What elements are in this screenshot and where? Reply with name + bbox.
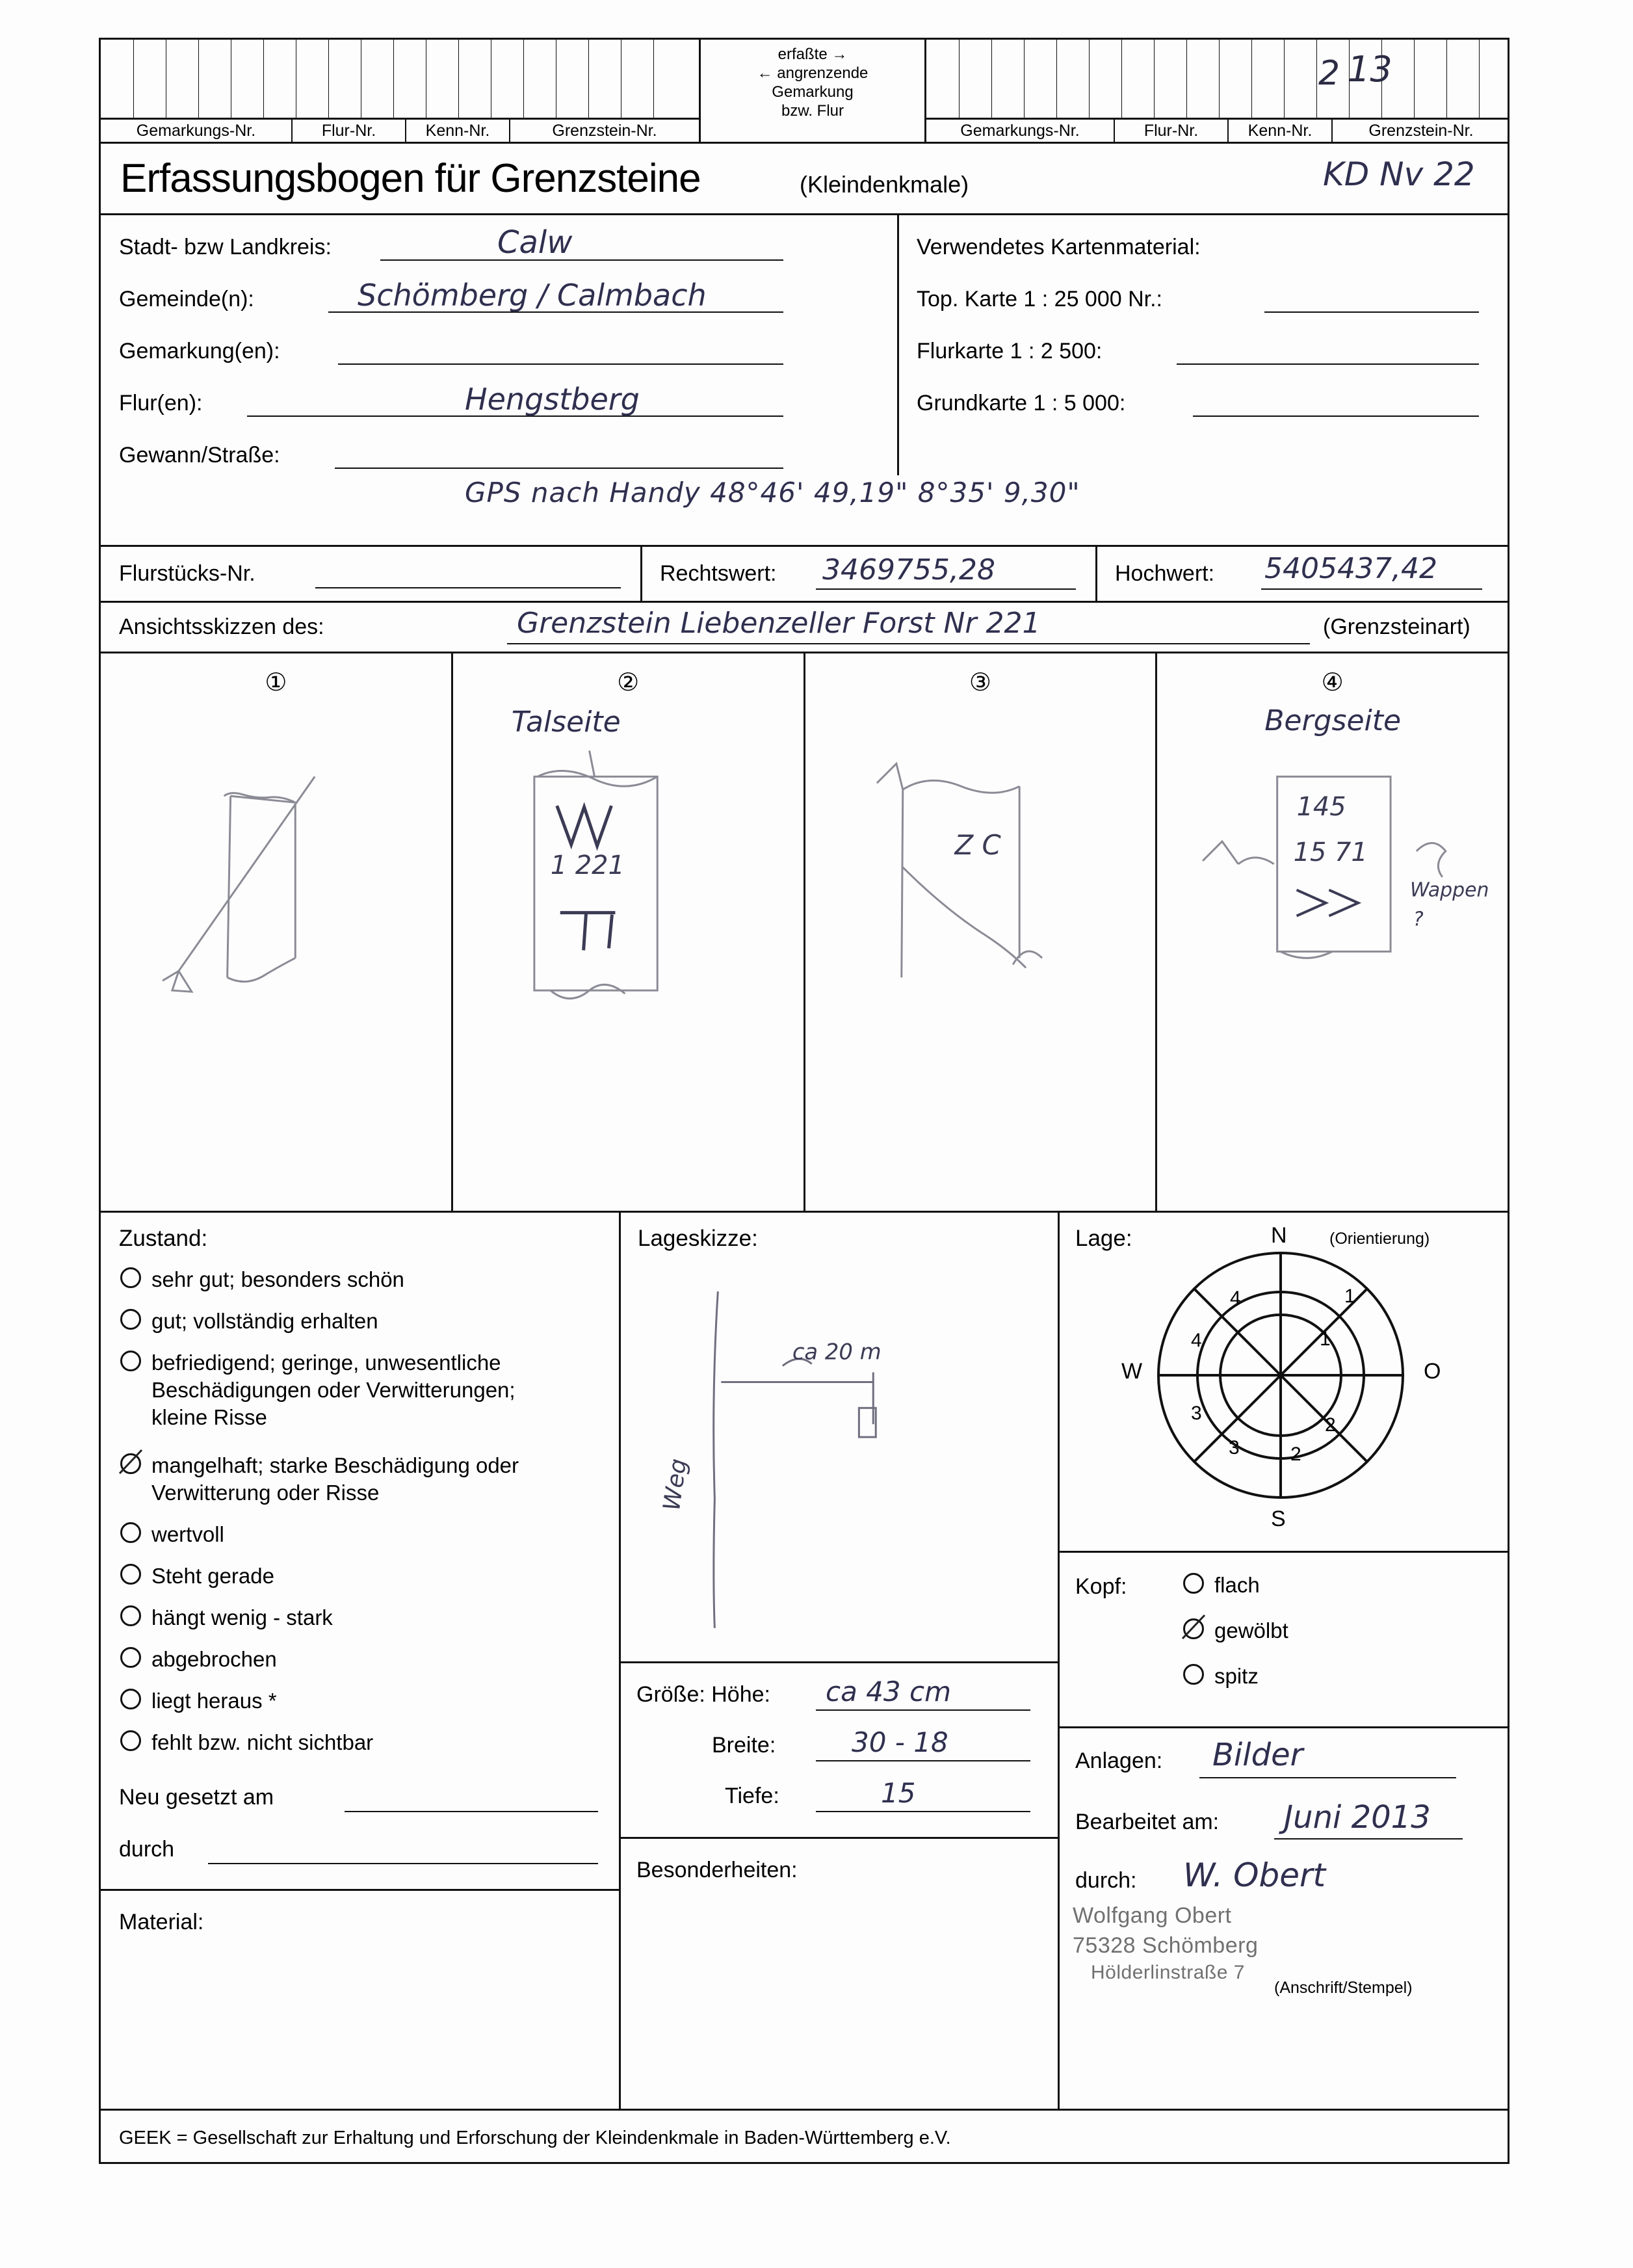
value-stadt-landkreis: Calw — [497, 224, 573, 261]
svg-text:Wappen: Wappen — [1410, 878, 1489, 902]
zustand-option-label: liegt heraus * — [151, 1689, 277, 1713]
label-kenn-nr-2: Kenn-Nr. — [1229, 120, 1333, 142]
label-flurkarte: Flurkarte 1 : 2 500: — [917, 339, 1103, 363]
radio-icon[interactable] — [120, 1267, 141, 1288]
label-kopf: Kopf: — [1075, 1574, 1127, 1599]
radio-icon[interactable] — [120, 1522, 141, 1543]
zustand-option-label: wertvoll — [151, 1522, 224, 1546]
value-rechtswert: 3469755,28 — [822, 553, 995, 587]
comb-mid-line1: erfaßte → — [777, 46, 848, 63]
value-ansichtsskizzen: Grenzstein Liebenzeller Forst Nr 221 — [517, 607, 1041, 640]
svg-text:?: ? — [1413, 908, 1424, 931]
label-kenn-nr: Kenn-Nr. — [406, 120, 510, 142]
handwritten-grenzstein-nr: 13 — [1348, 49, 1392, 90]
comb-middle-section — [699, 40, 926, 142]
label-groesse-hoehe: Größe: Höhe: — [636, 1682, 770, 1707]
label-grenzstein-nr: Grenzstein-Nr. — [552, 121, 657, 140]
title-row — [101, 144, 1508, 215]
radio-icon-checked[interactable] — [120, 1453, 141, 1474]
zustand-option-label: fehlt bzw. nicht sichtbar — [151, 1730, 374, 1754]
comb-right-labels — [926, 118, 1509, 142]
value-anlagen: Bilder — [1212, 1737, 1303, 1773]
label-gemarkung: Gemarkung(en): — [119, 339, 280, 363]
comb-mid-line3: Gemarkung — [772, 83, 854, 101]
comb-mid-line4: bzw. Flur — [781, 102, 844, 120]
label-flur-nr-2: Flur-Nr. — [1115, 120, 1229, 142]
radio-icon[interactable] — [120, 1351, 141, 1371]
label-gemarkungs-nr: Gemarkungs-Nr. — [101, 120, 293, 142]
comb-left-section — [101, 40, 699, 142]
label-bearbeitet-am: Bearbeitet am: — [1075, 1810, 1220, 1834]
stamp-line-1: Wolfgang Obert — [1073, 1903, 1232, 1928]
label-grenzstein-nr-2: Grenzstein-Nr. — [1368, 121, 1474, 140]
value-flur: Hengstberg — [465, 382, 640, 417]
compass-sector-2b: 2 — [1290, 1444, 1301, 1465]
comb-right-ticks — [926, 40, 1509, 118]
value-breite: 30 - 18 — [852, 1726, 948, 1758]
svg-text:1 221: 1 221 — [550, 850, 625, 880]
zustand-option-label: hängt wenig - stark — [151, 1605, 333, 1629]
comb-left-ticks — [101, 40, 699, 118]
label-gemeinde: Gemeinde(n): — [119, 287, 254, 311]
label-anlagen: Anlagen: — [1075, 1748, 1163, 1773]
label-lage: Lage: — [1075, 1226, 1132, 1251]
zustand-title: Zustand: — [119, 1226, 208, 1251]
zustand-option-label: sehr gut; besonders schön — [151, 1267, 404, 1291]
location-fields-block — [101, 215, 1508, 547]
vertical-divider — [897, 215, 899, 475]
label-besonderheiten: Besonderheiten: — [636, 1858, 798, 1882]
zustand-option-8[interactable] — [120, 1687, 277, 1715]
zustand-option-label: Steht gerade — [151, 1564, 274, 1588]
radio-icon[interactable] — [120, 1647, 141, 1668]
compass-label-north: N — [1271, 1223, 1287, 1248]
compass-label-south: S — [1271, 1507, 1286, 1531]
compass-sector-1a: 1 — [1344, 1286, 1355, 1307]
svg-text:Z C: Z C — [954, 828, 1001, 861]
label-flurstuecks-nr: Flurstücks-Nr. — [119, 561, 255, 586]
lage-column — [1060, 1213, 1509, 2109]
compass-sector-4b: 4 — [1230, 1287, 1241, 1309]
handwritten-kenn-nr: 2 — [1318, 54, 1340, 93]
sketch-box-3 — [805, 653, 1158, 1211]
sketch-drawing-3 — [805, 653, 1156, 1211]
sketch-drawing-1 — [101, 653, 451, 1211]
radio-icon[interactable] — [120, 1309, 141, 1330]
label-durch-bearbeiter: durch: — [1075, 1868, 1137, 1893]
sketch-drawing-2 — [453, 653, 803, 1211]
comb-mid-line2: ← angrenzende — [757, 64, 869, 82]
value-bearbeitet-am: Juni 2013 — [1284, 1799, 1431, 1836]
comb-right-section — [926, 40, 1509, 142]
lageskizze-measure-text: ca 20 m — [792, 1339, 882, 1365]
label-neu-gesetzt-am: Neu gesetzt am — [119, 1785, 274, 1810]
radio-icon[interactable] — [120, 1689, 141, 1709]
stamp-line-2: 75328 Schömberg — [1073, 1933, 1259, 1958]
label-kartenmaterial: Verwendetes Kartenmaterial: — [917, 235, 1201, 259]
label-durch: durch — [119, 1837, 175, 1862]
label-gewann-strasse: Gewann/Straße: — [119, 443, 280, 468]
label-hochwert: Hochwert: — [1115, 561, 1215, 586]
sketch-caption-2: Talseite — [511, 705, 621, 739]
lower-block — [101, 1213, 1508, 2109]
label-anschrift-stempel: (Anschrift/Stempel) — [1274, 1979, 1413, 1997]
compass-sector-2a: 2 — [1325, 1414, 1336, 1436]
kopf-option-label: flach — [1214, 1573, 1260, 1597]
zustand-option-9[interactable] — [120, 1729, 373, 1756]
zustand-option-7[interactable] — [120, 1646, 277, 1673]
zustand-option-label: abgebrochen — [151, 1647, 277, 1671]
zustand-option-label: befriedigend; geringe, unwesentliche Beschädigungen oder Verwitterungen; kleine Risse — [151, 1351, 516, 1429]
label-flur: Flur(en): — [119, 391, 203, 415]
compass-sector-3a: 3 — [1229, 1437, 1240, 1458]
ansichtsskizzen-row — [101, 603, 1508, 653]
zustand-option-label: gut; vollständig erhalten — [151, 1309, 378, 1333]
sketch-boxes — [101, 653, 1508, 1213]
form-frame — [99, 38, 1509, 2164]
sketch-number-4: ④ — [1321, 669, 1344, 696]
sketch-number-2: ② — [617, 669, 640, 696]
page-title-subtitle: (Kleindenkmale) — [800, 171, 969, 198]
label-flur-nr: Flur-Nr. — [293, 120, 406, 142]
kopf-option-label: gewölbt — [1214, 1618, 1288, 1642]
radio-icon[interactable] — [120, 1605, 141, 1626]
kopf-option-label: spitz — [1214, 1664, 1259, 1688]
label-orientierung: (Orientierung) — [1329, 1230, 1430, 1248]
zustand-option-label: mangelhaft; starke Beschädigung oder Verwitterung oder Risse — [151, 1453, 519, 1505]
footer-row — [101, 2109, 1508, 2164]
kopf-option-1-selected[interactable] — [1183, 1617, 1288, 1644]
zustand-option-6[interactable] — [120, 1604, 333, 1631]
zustand-option-4[interactable] — [120, 1521, 224, 1548]
lageskizze-weg-text: Weg — [658, 1457, 692, 1512]
compass-rose — [1157, 1252, 1404, 1499]
check-mark-icon — [1179, 1613, 1208, 1642]
value-tiefe: 15 — [881, 1777, 916, 1809]
label-lageskizze: Lageskizze: — [638, 1226, 758, 1251]
label-gemarkungs-nr-2: Gemarkungs-Nr. — [926, 120, 1115, 142]
value-gps-coordinates: GPS nach Handy 48°46' 49,19" 8°35' 9,30" — [465, 477, 1080, 508]
lageskizze-column — [621, 1213, 1060, 2109]
kopf-option-2[interactable] — [1183, 1663, 1259, 1690]
radio-icon-checked[interactable] — [1183, 1618, 1204, 1639]
sketch-box-1 — [101, 653, 453, 1211]
label-stadt-landkreis: Stadt- bzw Landkreis: — [119, 235, 332, 259]
check-mark-icon — [116, 1447, 146, 1477]
zustand-column — [101, 1213, 621, 2109]
sketch-number-1: ① — [265, 669, 287, 696]
flurstueck-row — [101, 547, 1508, 603]
sketch-box-4 — [1157, 653, 1508, 1211]
svg-text:145: 145 — [1296, 792, 1346, 823]
value-hochwert: 5405437,42 — [1264, 552, 1437, 585]
label-tiefe: Tiefe: — [725, 1784, 779, 1808]
divider-1 — [640, 547, 642, 603]
footer-text: GEEK = Gesellschaft zur Erhaltung und Erforschung der Kleindenkmale in Baden-Württemberg e.V. — [119, 2128, 951, 2148]
radio-icon[interactable] — [1183, 1664, 1204, 1685]
sketch-caption-4: Bergseite — [1264, 704, 1402, 737]
sketch-box-2 — [453, 653, 805, 1211]
value-gemeinde: Schömberg / Calmbach — [358, 278, 707, 313]
label-ansichtsskizzen: Ansichtsskizzen des: — [119, 614, 324, 639]
svg-text:15 71: 15 71 — [1293, 837, 1368, 867]
divider-2 — [1095, 547, 1097, 603]
lageskizze-drawing — [621, 1252, 1058, 1655]
zustand-option-2[interactable] — [120, 1349, 575, 1431]
label-grenzsteinart: (Grenzsteinart) — [1323, 614, 1470, 639]
zustand-option-0[interactable] — [120, 1266, 404, 1293]
zustand-option-3-selected[interactable] — [120, 1452, 575, 1507]
label-grundkarte: Grundkarte 1 : 5 000: — [917, 391, 1126, 415]
label-rechtswert: Rechtswert: — [660, 561, 777, 586]
label-material: Material: — [119, 1910, 204, 1934]
compass-label-west: W — [1121, 1359, 1143, 1384]
handwritten-kd-number: KD Nv 22 — [1323, 155, 1475, 193]
zustand-option-1[interactable] — [120, 1308, 378, 1335]
top-comb-row — [101, 40, 1508, 144]
comb-left-labels — [101, 118, 699, 142]
label-topkarte: Top. Karte 1 : 25 000 Nr.: — [917, 287, 1163, 311]
value-durch-bearbeiter: W. Obert — [1183, 1856, 1326, 1894]
value-hoehe: ca 43 cm — [826, 1676, 951, 1708]
label-breite: Breite: — [712, 1733, 776, 1758]
compass-sector-4a: 4 — [1191, 1330, 1202, 1351]
stamp-line-3: Hölderlinstraße 7 — [1091, 1962, 1245, 1983]
radio-icon[interactable] — [120, 1564, 141, 1585]
page-title: Erfassungsbogen für Grenzsteine — [120, 156, 701, 201]
compass-sector-1b: 1 — [1320, 1328, 1331, 1350]
zustand-option-5[interactable] — [120, 1563, 274, 1590]
radio-icon[interactable] — [120, 1730, 141, 1751]
compass-sector-3b: 3 — [1191, 1403, 1202, 1424]
compass-label-east: O — [1424, 1359, 1441, 1384]
radio-icon[interactable] — [1183, 1573, 1204, 1594]
sketch-number-3: ③ — [969, 669, 991, 696]
kopf-option-0[interactable] — [1183, 1572, 1260, 1599]
